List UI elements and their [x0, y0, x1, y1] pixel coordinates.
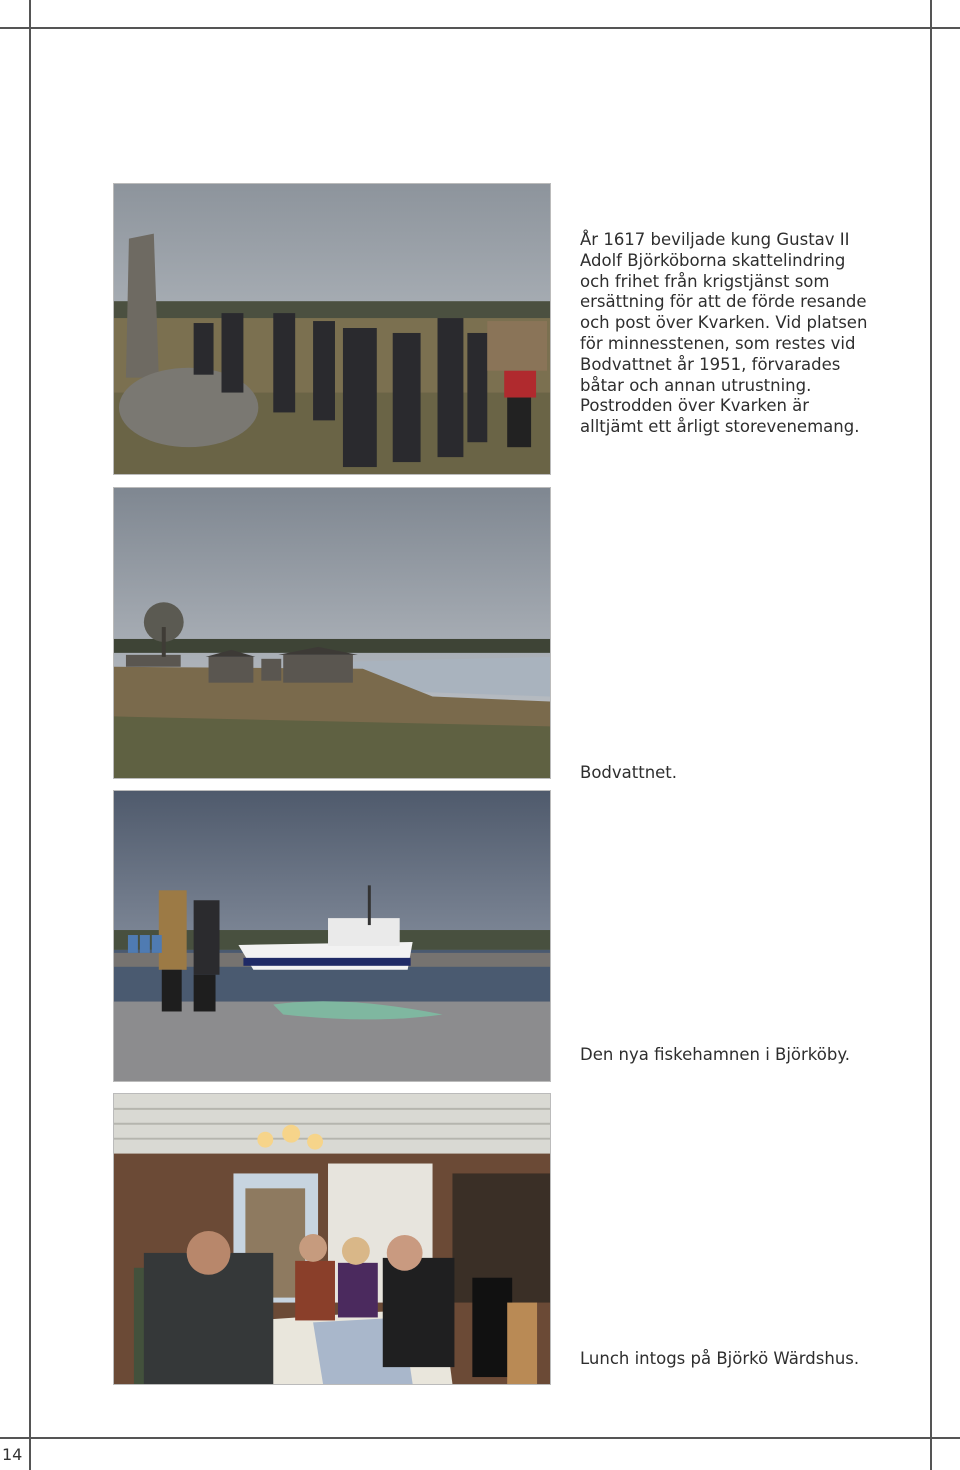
caption-lunch: Lunch intogs på Björkö Wärdshus. [580, 1349, 860, 1368]
caption-harbor: Den nya fiskehamnen i Björköby. [580, 1045, 851, 1064]
caption-intro: År 1617 beviljade kung Gustav II Adolf Björköborna skattelindring och frihet från krigstjänst som ersättning för att de förde resande och post över Kvarken. Vid platsen för minnesstenen, som restes vid Bodvattnet år 1951, förvarades båtar och annan utrustning. Postrodden över Kvarken är alltjämt ett årligt storevenemang. [580, 230, 868, 437]
page-number: 14 [2, 1445, 23, 1464]
photo-lunch-inn [113, 1093, 551, 1385]
photo-fishing-harbor [113, 790, 551, 1082]
right-rule [930, 0, 932, 1470]
top-rule [0, 27, 960, 29]
photo-memorial-stone-group [113, 183, 551, 475]
bottom-rule [0, 1437, 960, 1439]
left-rule [29, 0, 31, 1470]
photo-bodvattnet [113, 487, 551, 779]
caption-bodvattnet: Bodvattnet. [580, 763, 678, 782]
